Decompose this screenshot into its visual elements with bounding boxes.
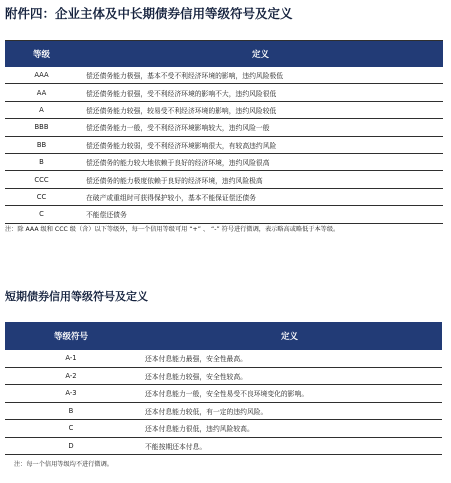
grade-symbol-column-header: 等级符号 [5, 322, 137, 350]
table-row [5, 153, 443, 170]
grade-cell: A-1 [5, 350, 137, 367]
table-row [5, 136, 443, 153]
grade-cell: AA [5, 84, 78, 101]
grade-column-header: 等级 [5, 41, 78, 68]
table-row [5, 188, 443, 205]
table-row [5, 437, 442, 455]
definition-cell: 在破产或重组时可获得保护较小，基本不能保证偿还债务 [78, 188, 443, 205]
table-header-row [5, 322, 442, 350]
table-row [5, 84, 443, 101]
definition-cell: 还本付息能力一般，安全性易受不良环境变化的影响。 [137, 385, 442, 403]
definition-column-header: 定义 [78, 41, 443, 68]
section1-title: 附件四：企业主体及中长期债券信用等级符号及定义 [5, 6, 293, 21]
definition-cell: 偿还债务的能力极度依赖于良好的经济环境，违约风险极高 [78, 171, 443, 188]
table-row [5, 367, 442, 385]
definition-cell: 偿还债务能力一般，受不利经济环境影响较大，违约风险一般 [78, 119, 443, 136]
section2-note: 注：每一个信用等级均不进行微调。 [14, 461, 113, 468]
short-term-rating-body [5, 350, 442, 455]
definition-cell: 还本付息能力较低，有一定的违约风险。 [137, 402, 442, 420]
definition-column-header: 定义 [137, 322, 442, 350]
short-term-rating-table [5, 322, 442, 455]
table-header-row [5, 41, 443, 68]
table-row [5, 119, 443, 136]
definition-cell: 不能按期还本付息。 [137, 437, 442, 455]
definition-cell: 还本付息能力最强，安全性最高。 [137, 350, 442, 367]
long-term-rating-table [5, 40, 443, 224]
definition-cell: 偿还债务能力很强，受不利经济环境的影响不大，违约风险很低 [78, 84, 443, 101]
definition-cell: 偿还债务能力较弱，受不利经济环境影响很大，有较高违约风险 [78, 136, 443, 153]
grade-cell: A [5, 101, 78, 118]
table-row [5, 402, 442, 420]
definition-cell: 还本付息能力很低，违约风险较高。 [137, 420, 442, 438]
definition-cell: 偿还债务的能力较大地依赖于良好的经济环境，违约风险很高 [78, 153, 443, 170]
definition-cell: 偿还债务能力较强，较易受不利经济环境的影响，违约风险较低 [78, 101, 443, 118]
table-row [5, 385, 442, 403]
table-row [5, 171, 443, 188]
table-row [5, 67, 443, 84]
section1-note: 注：除 AAA 级和 CCC 级（含）以下等级外，每一个信用等级可用 “+” 、 “-” 符号进行微调，表示略高或略低于本等级。 [5, 226, 340, 233]
grade-cell: D [5, 437, 137, 455]
grade-cell: A-3 [5, 385, 137, 403]
definition-cell: 偿还债务能力极强，基本不受不利经济环境的影响，违约风险极低 [78, 67, 443, 84]
grade-cell: CC [5, 188, 78, 205]
long-term-rating-body [5, 67, 443, 223]
grade-cell: AAA [5, 67, 78, 84]
grade-cell: CCC [5, 171, 78, 188]
grade-cell: C [5, 206, 78, 223]
table-row [5, 206, 443, 223]
grade-cell: BB [5, 136, 78, 153]
grade-cell: A-2 [5, 367, 137, 385]
grade-cell: B [5, 402, 137, 420]
table-row [5, 101, 443, 118]
grade-cell: C [5, 420, 137, 438]
section2-title: 短期债券信用等级符号及定义 [5, 290, 148, 303]
grade-cell: BBB [5, 119, 78, 136]
table-row [5, 420, 442, 438]
definition-cell: 还本付息能力较强，安全性较高。 [137, 367, 442, 385]
grade-cell: B [5, 153, 78, 170]
definition-cell: 不能偿还债务 [78, 206, 443, 223]
table-row [5, 350, 442, 367]
